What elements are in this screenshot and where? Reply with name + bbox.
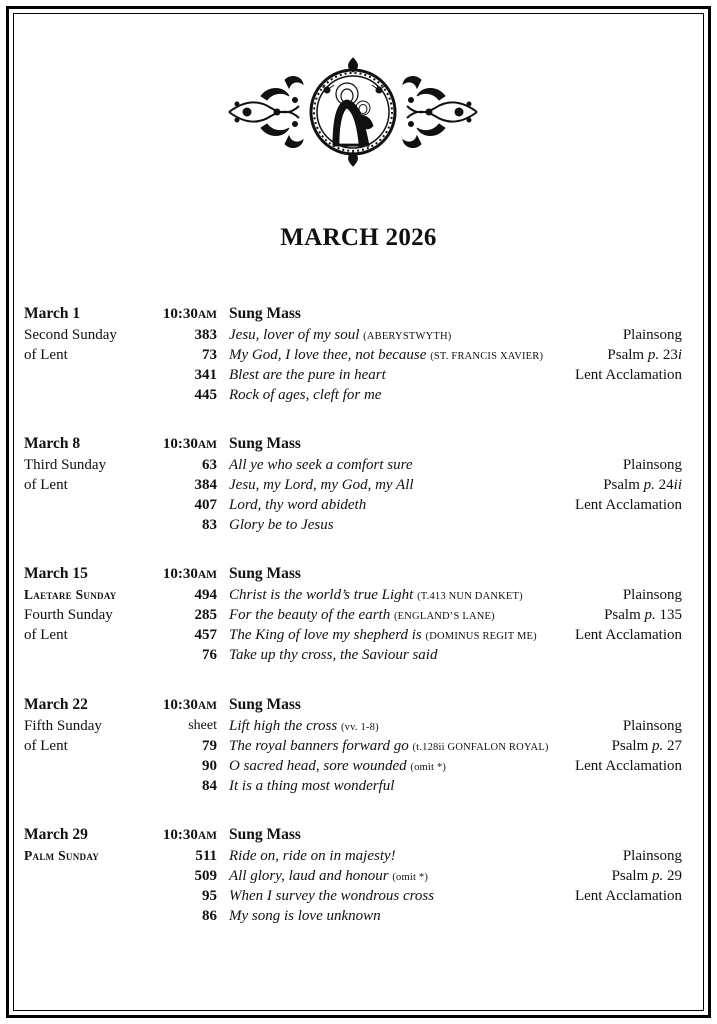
hymn-title: Lift high the cross <box>229 718 338 734</box>
hymn-right-note: Psalm p. 135 <box>604 607 682 623</box>
hymn-row <box>0 475 717 495</box>
entry-day-line: Second Sunday <box>24 327 117 343</box>
hymn-title-cell <box>229 365 386 385</box>
entry-day-line: of Lent <box>24 627 68 643</box>
hymn-row <box>0 776 717 796</box>
entry-service: Sung Mass <box>229 565 301 582</box>
hymn-title: O sacred head, sore wounded <box>229 758 407 774</box>
hymn-title: Blest are the pure in heart <box>229 367 386 383</box>
entry-service: Sung Mass <box>229 435 301 452</box>
hymn-number: sheet <box>188 718 217 733</box>
hymn-number: 90 <box>202 758 217 774</box>
hymn-title-cell <box>229 776 394 796</box>
hymn-title-cell <box>229 736 549 758</box>
hymn-right-note: Psalm p. 24ii <box>603 477 682 493</box>
hymn-title-cell <box>229 515 334 535</box>
hymn-title-cell <box>229 716 379 738</box>
hymn-number: 79 <box>202 738 217 754</box>
hymn-number: 341 <box>194 367 217 383</box>
hymn-title: My God, I love thee, not because <box>229 347 427 363</box>
hymn-right-note: Lent Acclamation <box>574 497 682 513</box>
entry-service: Sung Mass <box>229 696 301 713</box>
hymn-note: (ABERYSTWYTH) <box>363 331 452 342</box>
hymn-right-note: Lent Acclamation <box>574 627 682 643</box>
hymn-note: (DOMINUS REGIT ME) <box>425 631 537 642</box>
page-title: MARCH 2026 <box>280 224 437 251</box>
hymn-number: 73 <box>202 347 217 363</box>
hymn-right-note: Plainsong <box>622 848 682 864</box>
hymn-row <box>0 325 717 345</box>
hymn-number: 86 <box>202 908 217 924</box>
hymn-right-note: Psalm p. 29 <box>611 868 682 884</box>
hymn-right-note: Psalm p. 23i <box>607 347 682 363</box>
hymn-note: (omit *) <box>392 872 429 883</box>
hymn-right-note: Plainsong <box>622 718 682 734</box>
entry-date: March 15 <box>24 565 88 582</box>
hymn-row <box>0 605 717 625</box>
hymn-title: All glory, laud and honour <box>229 868 389 884</box>
hymn-title: The royal banners forward go <box>229 738 409 754</box>
entry-date: March 22 <box>24 696 88 713</box>
hymn-row <box>0 385 717 405</box>
hymn-note: (ST. FRANCIS XAVIER) <box>430 351 544 362</box>
hymn-number: 511 <box>195 848 217 864</box>
hymn-number: 63 <box>202 457 217 473</box>
hymn-title: Ride on, ride on in majesty! <box>229 848 396 864</box>
entry-feast: Laetare Sunday <box>24 587 117 602</box>
hymn-title: Jesu, lover of my soul <box>229 327 360 343</box>
hymn-number: 494 <box>194 587 217 603</box>
entry-service: Sung Mass <box>229 826 301 843</box>
entry-day-line: of Lent <box>24 738 68 754</box>
entry-day-line: Fourth Sunday <box>24 607 113 623</box>
entry-time: 10:30AM <box>162 827 217 843</box>
entry-date: March 1 <box>24 305 81 322</box>
hymn-row <box>0 846 717 866</box>
hymn-right-note: Plainsong <box>622 587 682 603</box>
hymn-row <box>0 625 717 645</box>
hymn-title-cell <box>229 385 381 405</box>
hymn-number: 457 <box>194 627 217 643</box>
hymn-title-cell <box>229 455 413 475</box>
hymn-title: Lord, thy word abideth <box>229 497 367 513</box>
hymn-number: 95 <box>202 888 217 904</box>
hymn-title: My song is love unknown <box>229 908 381 924</box>
hymn-title: It is a thing most wonderful <box>229 778 395 794</box>
hymn-note: (T.413 NUN DANKET) <box>417 591 523 602</box>
hymn-title-cell <box>229 906 381 926</box>
hymn-title: Jesu, my Lord, my God, my All <box>229 477 414 493</box>
entry-service: Sung Mass <box>229 305 301 322</box>
hymn-title: Glory be to Jesus <box>229 517 334 533</box>
hymn-note: (omit *) <box>410 762 447 773</box>
hymn-right-note: Lent Acclamation <box>574 367 682 383</box>
entry-feast: Palm Sunday <box>24 848 100 863</box>
hymn-row <box>0 345 717 365</box>
hymn-right-note: Psalm p. 27 <box>611 738 682 754</box>
hymn-title: Rock of ages, cleft for me <box>229 387 382 403</box>
hymn-number: 407 <box>194 497 217 513</box>
hymn-row <box>0 736 717 756</box>
hymn-right-note: Lent Acclamation <box>574 758 682 774</box>
hymn-row <box>0 645 717 665</box>
hymn-title: For the beauty of the earth <box>229 607 391 623</box>
hymn-number: 509 <box>194 868 217 884</box>
hymn-row <box>0 906 717 926</box>
hymn-number: 84 <box>202 778 217 794</box>
hymn-note: (ENGLAND’S LANE) <box>393 611 495 622</box>
hymn-number: 76 <box>202 647 217 663</box>
hymn-row <box>0 716 717 736</box>
entry-date: March 29 <box>24 826 88 843</box>
hymn-row <box>0 756 717 776</box>
hymn-title-cell <box>229 495 366 515</box>
hymn-title-cell <box>229 846 396 866</box>
entry-time: 10:30AM <box>162 436 217 452</box>
hymn-row <box>0 866 717 886</box>
hymn-title: When I survey the wondrous cross <box>229 888 435 904</box>
hymn-right-note: Lent Acclamation <box>574 888 682 904</box>
entry-time: 10:30AM <box>162 566 217 582</box>
hymn-row <box>0 515 717 535</box>
hymn-right-note: Plainsong <box>622 327 682 343</box>
hymn-title-cell <box>229 345 543 367</box>
hymn-title: All ye who seek a comfort sure <box>229 457 413 473</box>
hymn-title-cell <box>229 886 434 906</box>
hymn-title: The King of love my shepherd is <box>229 627 422 643</box>
hymn-number: 383 <box>194 327 217 343</box>
icon-emblem <box>225 56 481 168</box>
hymn-title-cell <box>229 475 414 495</box>
entry-date: March 8 <box>24 435 81 452</box>
hymn-title-cell <box>229 605 495 627</box>
hymn-number: 83 <box>202 517 217 533</box>
hymn-title-cell <box>229 645 437 665</box>
hymn-number: 285 <box>194 607 217 623</box>
hymn-note: (vv. 1-8) <box>340 722 379 733</box>
hymn-note: (t.128ii GONFALON ROYAL) <box>412 742 549 753</box>
hymn-number: 384 <box>194 477 217 493</box>
hymn-title-cell <box>229 625 537 647</box>
hymn-title-cell <box>229 585 523 607</box>
hymn-title: Take up thy cross, the Saviour said <box>229 647 438 663</box>
entry-time: 10:30AM <box>162 697 217 713</box>
entry-day-line: Third Sunday <box>24 457 107 473</box>
hymn-right-note: Plainsong <box>622 457 682 473</box>
entry-day-line: of Lent <box>24 347 68 363</box>
hymn-row <box>0 585 717 605</box>
entry-day-line: Fifth Sunday <box>24 718 102 734</box>
hymn-title: Christ is the world’s true Light <box>229 587 414 603</box>
hymn-row <box>0 495 717 515</box>
hymn-row <box>0 455 717 475</box>
hymn-title-cell <box>229 325 451 347</box>
hymn-title-cell <box>229 756 446 778</box>
hymn-title-cell <box>229 866 428 888</box>
hymn-row <box>0 886 717 906</box>
hymn-number: 445 <box>194 387 217 403</box>
entry-day-line: of Lent <box>24 477 68 493</box>
entry-time: 10:30AM <box>162 306 217 322</box>
hymn-row <box>0 365 717 385</box>
